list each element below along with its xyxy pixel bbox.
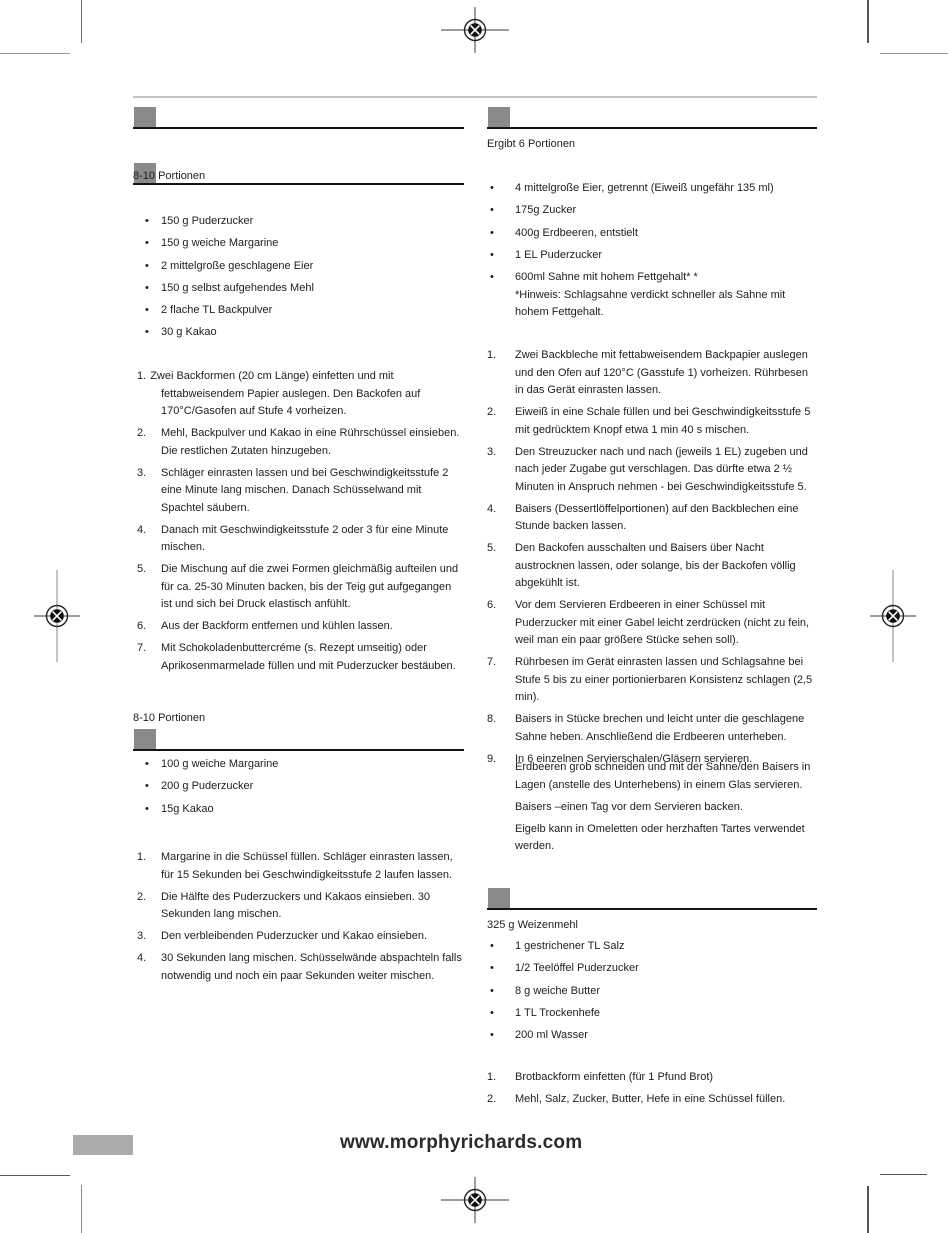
- ingredient-list: [487, 180, 817, 326]
- step-item: [133, 928, 464, 946]
- step-text: Rührbesen im Gerät einrasten lassen und Schlagsahne bei Stufe 5 bis zu einer portionierbaren Konsistenz schlagen (2,5 min).: [515, 656, 813, 703]
- step-list: [487, 347, 817, 773]
- step-item: [133, 561, 464, 614]
- step-text: Danach mit Geschwindigkeitsstufe 2 oder 3 für eine Minute mischen.: [161, 523, 449, 553]
- crop-mark-top-right-vertical: [867, 0, 869, 43]
- ingredient-text-group: [515, 269, 817, 322]
- step-number: 6.: [137, 620, 147, 632]
- ingredient-text: 600ml Sahne mit hohem Fettgehalt* *: [515, 271, 698, 284]
- step-text: Zwei Backformen (20 cm Länge) einfetten und mit fettabweisendem Papier auslegen. Den Backofen auf 170°C/Gasofen auf Stufe 4 vorheizen.: [150, 370, 421, 417]
- ingredient-text: 15g Kakao: [161, 802, 214, 815]
- list-item: [133, 324, 464, 342]
- crop-mark-top-left-vertical: [81, 0, 83, 43]
- step-number: 1.: [137, 370, 147, 382]
- step-item: [487, 347, 817, 400]
- list-item: [133, 258, 464, 276]
- step-number: 7.: [137, 642, 147, 654]
- list-item: [487, 983, 817, 1001]
- step-item: [133, 465, 464, 518]
- bullet-icon: •: [145, 802, 149, 815]
- ingredient-text: 1 TL Trockenhefe: [515, 1006, 600, 1019]
- registration-mark-left-icon: [34, 570, 80, 662]
- step-item: [133, 640, 464, 675]
- ingredient-text: 175g Zucker: [515, 204, 577, 217]
- step-item: [133, 849, 464, 884]
- ingredient-text: 8 g weiche Butter: [515, 984, 600, 997]
- registration-mark-bottom-icon: [441, 1177, 509, 1223]
- step-item: [487, 444, 817, 497]
- step-text: Vor dem Servieren Erdbeeren in einer Schüssel mit Puderzucker mit einer Gabel leicht zerdrücken (nicht zu fein, weil man ein paar größere Stücke sehen soll).: [515, 599, 810, 646]
- step-item: [487, 1091, 817, 1109]
- crop-mark-top-left-horizontal: [0, 53, 70, 55]
- ingredient-text: 1/2 Teelöffel Puderzucker: [515, 962, 639, 975]
- step-item: [133, 950, 464, 985]
- step-number: 2.: [487, 1093, 497, 1105]
- list-item: [487, 1027, 817, 1045]
- bullet-icon: •: [145, 215, 149, 227]
- ingredient-text: 150 g selbst aufgehendes Mehl: [161, 281, 314, 294]
- crop-mark-top-right-horizontal: [880, 53, 948, 55]
- bullet-icon: •: [145, 304, 149, 317]
- bullet-icon: •: [145, 326, 149, 339]
- bullet-icon: •: [145, 281, 149, 294]
- registration-mark-top-icon: [441, 7, 509, 53]
- bullet-icon: •: [145, 758, 149, 770]
- bullet-icon: •: [490, 984, 494, 997]
- bullet-icon: •: [490, 226, 494, 239]
- step-number: 4.: [487, 502, 497, 515]
- step-item: [487, 501, 817, 536]
- step-text: Den verbleibenden Puderzucker und Kakao einsieben.: [161, 930, 428, 942]
- list-item: [487, 180, 817, 198]
- list-item: [133, 213, 464, 231]
- tip-text: Baisers –einen Tag vor dem Servieren backen.: [515, 800, 743, 813]
- step-number: 7.: [487, 656, 497, 668]
- step-number: 2.: [137, 890, 147, 903]
- step-number: 3.: [137, 466, 147, 479]
- step-item: [487, 540, 817, 593]
- bread-lead-ingredient: 325 g Weizenmehl: [487, 919, 578, 931]
- bullet-icon: •: [490, 182, 494, 194]
- section-header-square: [488, 888, 510, 908]
- step-number: 1.: [487, 1071, 497, 1083]
- step-text: Aus der Backform entfernen und kühlen lassen.: [161, 620, 393, 632]
- section-header-bar: [487, 888, 817, 910]
- bullet-icon: •: [490, 1029, 494, 1042]
- step-text: Mehl, Salz, Zucker, Butter, Hefe in eine Schüssel füllen.: [515, 1093, 786, 1105]
- step-text: Zwei Backbleche mit fettabweisendem Backpapier auslegen und den Ofen auf 120°C (Gasstufe 1) vorheizen. Rührbesen in das Gerät einrasten lassen.: [515, 349, 809, 396]
- step-item: [133, 522, 464, 557]
- step-text: Baisers in Stücke brechen und leicht unter die geschlagene Sahne heben. Anschließend die Erdbeeren unterheben.: [515, 713, 805, 743]
- list-item: [133, 302, 464, 320]
- section-header-bar: [133, 729, 464, 751]
- ingredient-list: [133, 213, 464, 347]
- step-text: Schläger einrasten lassen und bei Geschwindigkeitsstufe 2 eine Minute lang mischen. Danach Schüsselwand mit Spachtel säubern.: [161, 466, 449, 514]
- list-item: [487, 202, 817, 220]
- step-number: 3.: [487, 445, 497, 458]
- portions-label: 8-10 Portionen: [133, 170, 206, 182]
- ingredient-list: [133, 756, 464, 823]
- crop-mark-bottom-right-vertical: [867, 1186, 869, 1233]
- list-item: [487, 225, 817, 243]
- step-list: [487, 1069, 817, 1113]
- ingredient-text: 4 mittelgroße Eier, getrennt (Eiweiß ungefähr 135 ml): [515, 182, 774, 194]
- portions-label: Ergibt 6 Portionen: [487, 138, 576, 150]
- step-text: Mehl, Backpulver und Kakao in eine Rührschüssel einsieben. Die restlichen Zutaten hinzugeben.: [161, 427, 460, 457]
- list-item: [133, 801, 464, 819]
- left-column: [133, 97, 464, 1137]
- step-item: [487, 654, 817, 707]
- step-item: [133, 368, 464, 421]
- list-item: [487, 1005, 817, 1023]
- ingredient-list: [487, 938, 817, 1049]
- list-item: [487, 269, 817, 322]
- tips-list: [487, 759, 817, 860]
- step-number: 4.: [137, 952, 147, 964]
- step-item: [487, 1069, 817, 1087]
- step-text: Margarine in die Schüssel füllen. Schläger einrasten lassen, für 15 Sekunden bei Geschwindigkeitsstufe 2 laufen lassen.: [161, 851, 453, 881]
- list-item: [133, 756, 464, 774]
- crop-mark-bottom-left-horizontal: [0, 1175, 70, 1177]
- step-number: 1.: [487, 349, 497, 361]
- step-text: Die Mischung auf die zwei Formen gleichmäßig aufteilen und für ca. 25-30 Minuten backen, bis der Teig gut aufgegangen ist und sich bei Druck elastisch anfühlt.: [161, 563, 459, 610]
- tip-text: Eigelb kann in Omeletten oder herzhaften Tartes verwendet werden.: [515, 822, 805, 852]
- bullet-icon: •: [490, 940, 494, 952]
- list-item: [133, 778, 464, 796]
- ingredient-text: 150 g Puderzucker: [161, 215, 254, 227]
- step-text: Den Backofen ausschalten und Baisers über Nacht austrocknen lassen, oder solange, bis der Backofen völlig abgekühlt ist.: [515, 542, 796, 589]
- step-text: 30 Sekunden lang mischen. Schüsselwände abspachteln falls notwendig und noch ein paar Sekunden weiter mischen.: [161, 952, 462, 982]
- step-number: 8.: [487, 713, 497, 725]
- bullet-icon: •: [490, 204, 494, 217]
- bullet-icon: •: [490, 962, 494, 975]
- step-item: [133, 618, 464, 636]
- footer-logo: www.morphyrichards.com: [340, 1132, 583, 1153]
- step-text: Die Hälfte des Puderzuckers und Kakaos einsieben. 30 Sekunden lang mischen.: [161, 890, 431, 920]
- section-header-square: [134, 107, 156, 127]
- step-item: [487, 711, 817, 746]
- ingredient-note: *Hinweis: Schlagsahne verdickt schneller als Sahne mit hohem Fettgehalt.: [515, 288, 786, 319]
- ingredient-text: 2 mittelgroße geschlagene Eier: [161, 259, 314, 272]
- step-number: 2.: [137, 427, 147, 439]
- list-item: [487, 938, 817, 956]
- step-list: [133, 849, 464, 990]
- step-text: In 6 einzelnen Servierschalen/Gläsern servieren.: [515, 752, 753, 765]
- section-header-bar: [487, 107, 817, 129]
- list-item: [133, 235, 464, 253]
- list-item: [133, 280, 464, 298]
- step-number: 1.: [137, 851, 147, 863]
- step-list: [133, 368, 464, 680]
- step-text: Brotbackform einfetten (für 1 Pfund Brot): [515, 1071, 714, 1083]
- step-number: 2.: [487, 406, 497, 418]
- step-number: 5.: [137, 563, 147, 575]
- step-text: Mit Schokoladenbuttercréme (s. Rezept umseitig) oder Aprikosenmarmelade füllen und mit Puderzucker bestäuben.: [161, 642, 456, 672]
- ingredient-text: 200 g Puderzucker: [161, 780, 254, 793]
- ingredient-text: 1 gestrichener TL Salz: [515, 940, 625, 952]
- list-item: [487, 247, 817, 265]
- bullet-icon: •: [145, 780, 149, 793]
- step-number: 3.: [137, 930, 147, 942]
- footer-gray-block: [73, 1135, 133, 1155]
- ingredient-text: 400g Erdbeeren, entstielt: [515, 226, 638, 239]
- ingredient-text: 1 EL Puderzucker: [515, 248, 603, 261]
- bullet-icon: •: [490, 1006, 494, 1019]
- step-text: Eiweiß in eine Schale füllen und bei Geschwindigkeitsstufe 5 mit gedrücktem Knopf etwa 1 min 40 s mischen.: [515, 406, 811, 436]
- step-item: [133, 889, 464, 924]
- list-item: [487, 960, 817, 978]
- step-item: [133, 425, 464, 460]
- step-number: 4.: [137, 523, 147, 536]
- ingredient-text: 2 flache TL Backpulver: [161, 304, 273, 317]
- right-column: [487, 97, 817, 1137]
- step-text: Den Streuzucker nach und nach (jeweils 1 EL) zugeben und nach jeder Zugabe gut verschlagen. Das dürfte etwa 2 ½ Minuten in Anspruch nehmen - bei Geschwindigkeitsstufe 5.: [515, 445, 808, 493]
- step-text: Baisers (Dessertlöffelportionen) auf den Backblechen eine Stunde backen lassen.: [515, 502, 799, 532]
- step-item: [487, 597, 817, 650]
- section-header-bar: [133, 107, 464, 129]
- step-number: 5.: [487, 542, 497, 554]
- ingredient-text: 100 g weiche Margarine: [161, 758, 279, 770]
- step-number: 9.: [487, 752, 497, 765]
- crop-mark-bottom-left-vertical: [81, 1185, 83, 1233]
- ingredient-text: 30 g Kakao: [161, 326, 217, 339]
- section-header-square: [134, 729, 156, 749]
- bullet-icon: •: [490, 248, 494, 261]
- tip-text: Erdbeeren grob schneiden und mit der Sahne/den Baisers in Lagen (anstelle des Unterhebens) in einem Glas servieren.: [515, 761, 811, 791]
- ingredient-text: 200 ml Wasser: [515, 1029, 588, 1042]
- bullet-icon: •: [490, 271, 494, 284]
- section-header-square: [488, 107, 510, 127]
- portions-label: 8-10 Portionen: [133, 712, 206, 724]
- step-number: 6.: [487, 599, 497, 611]
- bullet-icon: •: [145, 237, 149, 250]
- registration-mark-right-icon: [870, 570, 916, 662]
- step-item: [487, 404, 817, 439]
- bullet-icon: •: [145, 259, 149, 272]
- ingredient-text: 150 g weiche Margarine: [161, 237, 279, 250]
- crop-mark-bottom-right-horizontal: [880, 1174, 927, 1176]
